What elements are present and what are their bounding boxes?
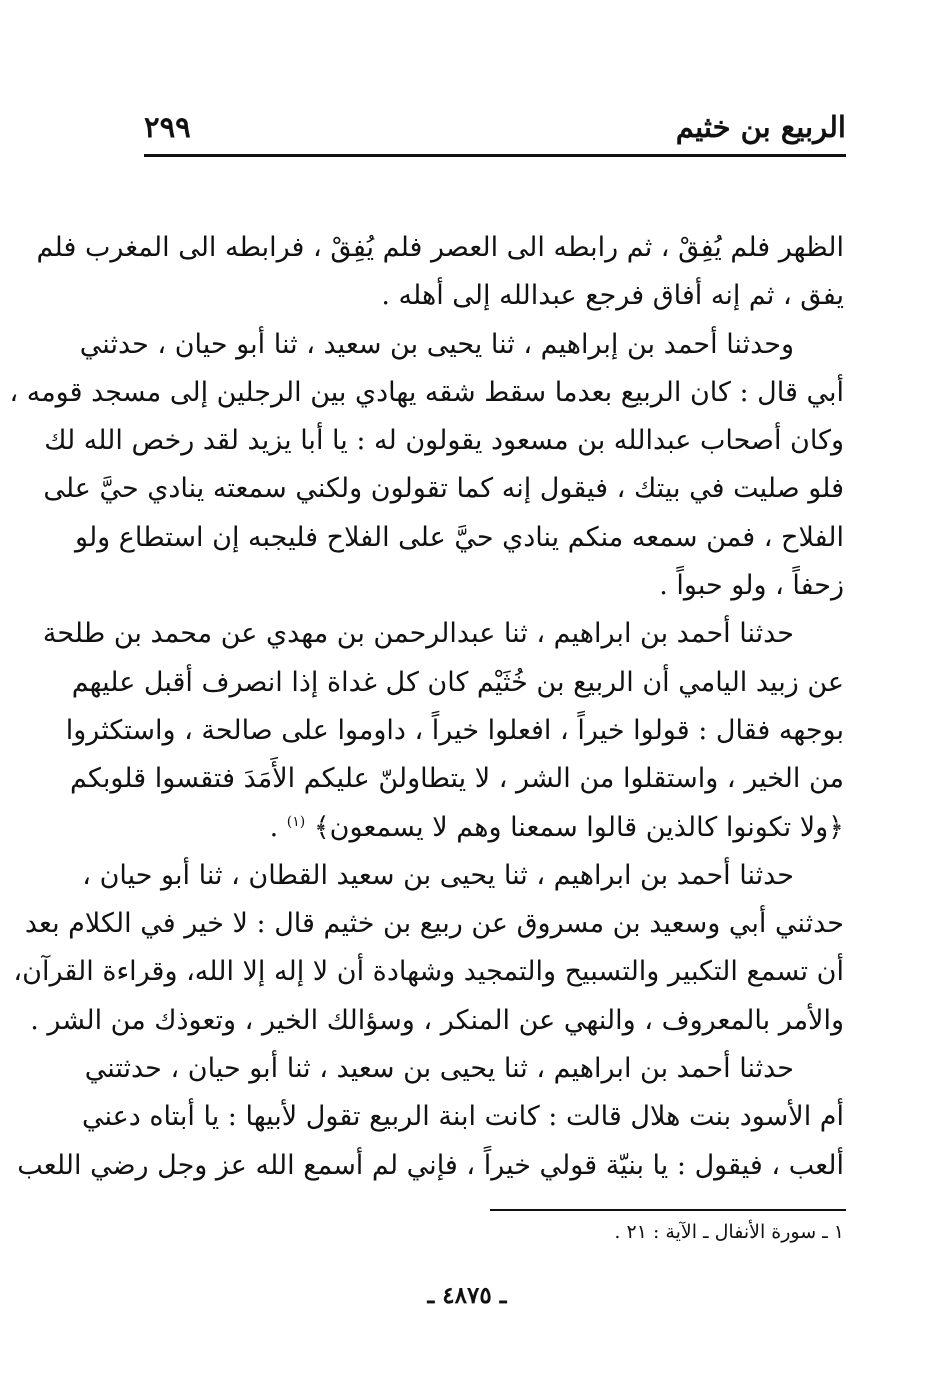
text-line: أم الأسود بنت هلال قالت : كانت ابنة الربيع تقول لأبيها : يا أبتاه دعني	[81, 1101, 844, 1133]
text-line: ألعب ، فيقول : يا بنيّة قولي خيراً ، فإني لم أسمع الله عز وجل رضي اللعب	[17, 1149, 844, 1181]
text-line: حدثني أبي وسعيد بن مسروق عن ربيع بن خثيم قال : لا خير في الكلام بعد	[24, 908, 844, 940]
folio-number: ـ ٤٨٧٥ ـ	[427, 1282, 507, 1309]
text-line: الظهر فلم يُفِقْ ، ثم رابطه الى العصر فلم يُفِقْ ، فرابطه الى المغرب فلم	[36, 232, 844, 263]
header-rule	[144, 154, 846, 157]
text-line: فلو صليت في بيتك ، فيقول إنه كما تقولون ولكني سمعته ينادي حيَّ على	[43, 473, 844, 505]
text-line: حدثنا أحمد بن ابراهيم ، ثنا يحيى بن سعيد القطان ، ثنا أبو حيان ،	[82, 859, 794, 891]
text-line: عن زبيد اليامي أن الربيع بن خُثَيْم كان كل غداة إذا انصرف أقبل عليهم	[71, 666, 844, 698]
quran-quote-line	[128, 804, 844, 852]
footnote: ١ ـ سورة الأنفال ـ الآية : ٢١ .	[614, 1221, 844, 1243]
page-number: ٢٩٩	[144, 110, 191, 144]
text-line: الفلاح ، فمن سمعه منكم ينادي حيَّ على الفلاح فليجبه إن استطاع ولو	[75, 521, 844, 553]
text-line: من الخير ، واستقلوا من الشر ، لا يتطاولنّ عليكم الأَمَدَ فتقسوا قلوبكم	[69, 763, 844, 795]
footnote-rule	[490, 1209, 846, 1211]
running-title: الربيع بن خثيم	[675, 110, 846, 144]
text-line: حدثنا أحمد بن ابراهيم ، ثنا يحيى بن سعيد ، ثنا أبو حيان ، حدثتني	[84, 1053, 794, 1085]
text-line: بوجهه فقال : قولوا خيراً ، افعلوا خيراً ، داوموا على صالحة ، واستكثروا	[65, 714, 844, 746]
footnote-reference: (١)	[286, 813, 306, 830]
text-line: وكان أصحاب عبدالله بن مسعود يقولون له : يا أبا يزيد لقد رخص الله لك	[44, 425, 844, 457]
body-text	[9, 224, 844, 1190]
text-line: أبي قال : كان الربيع بعدما سقط شقه يهادي بين الرجلين إلى مسجد قومه ،	[9, 376, 844, 408]
text-line: حدثنا أحمد بن ابراهيم ، ثنا عبدالرحمن بن مهدي عن محمد بن طلحة	[42, 618, 794, 650]
text-line: يفق ، ثم إنه أفاق فرجع عبدالله إلى أهله .	[381, 280, 844, 312]
text-line: زحفاً ، ولو حبواً .	[659, 570, 844, 602]
text-line: أن تسمع التكبير والتسبيح والتمجيد وشهادة أن لا إله إلا الله، وقراءة القرآن،	[13, 956, 844, 988]
quran-quote: ﴿ولا تكونوا كالذين قالوا سمعنا وهم لا يسمعون﴾	[313, 811, 844, 843]
text-line: وحدثنا أحمد بن إبراهيم ، ثنا يحيى بن سعيد ، ثنا أبو حيان ، حدثني	[79, 328, 794, 360]
text-line: والأمر بالمعروف ، والنهي عن المنكر ، وسؤالك الخير ، وتعوذك من الشر .	[30, 1004, 844, 1036]
page-header	[144, 100, 846, 152]
line-end-period: .	[269, 811, 287, 843]
